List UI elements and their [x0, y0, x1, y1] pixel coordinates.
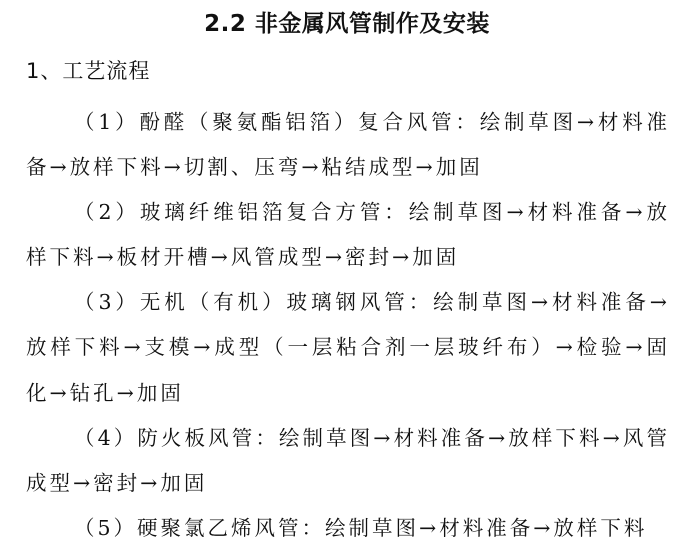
paragraph-pvc-duct: （5）硬聚氯乙烯风管：绘制草图→材料准备→放样下料 — [74, 515, 648, 540]
paragraph-glass-fiber-duct: （2）玻璃纤维铝箔复合方管：绘制草图→材料准备→放样下料→板材开槽→风管成型→密封→加固 — [26, 200, 670, 270]
document-body — [26, 100, 670, 551]
paragraph-phenolic-duct: （1）酚醛（聚氨酯铝箔）复合风管：绘制草图→材料准备→放样下料→切割、压弯→粘结成型→加固 — [26, 110, 670, 180]
document-title: 2.2 非金属风管制作及安装 — [204, 11, 490, 37]
section-heading: 1、工艺流程 — [26, 59, 151, 83]
paragraph-fireproof-board-duct: （4）防火板风管：绘制草图→材料准备→放样下料→风管成型→密封→加固 — [26, 425, 670, 495]
paragraph-frp-duct: （3）无机（有机）玻璃钢风管：绘制草图→材料准备→放样下料→支模→成型（一层粘合剂一层玻纤布）→检验→固化→钻孔→加固 — [26, 290, 670, 405]
